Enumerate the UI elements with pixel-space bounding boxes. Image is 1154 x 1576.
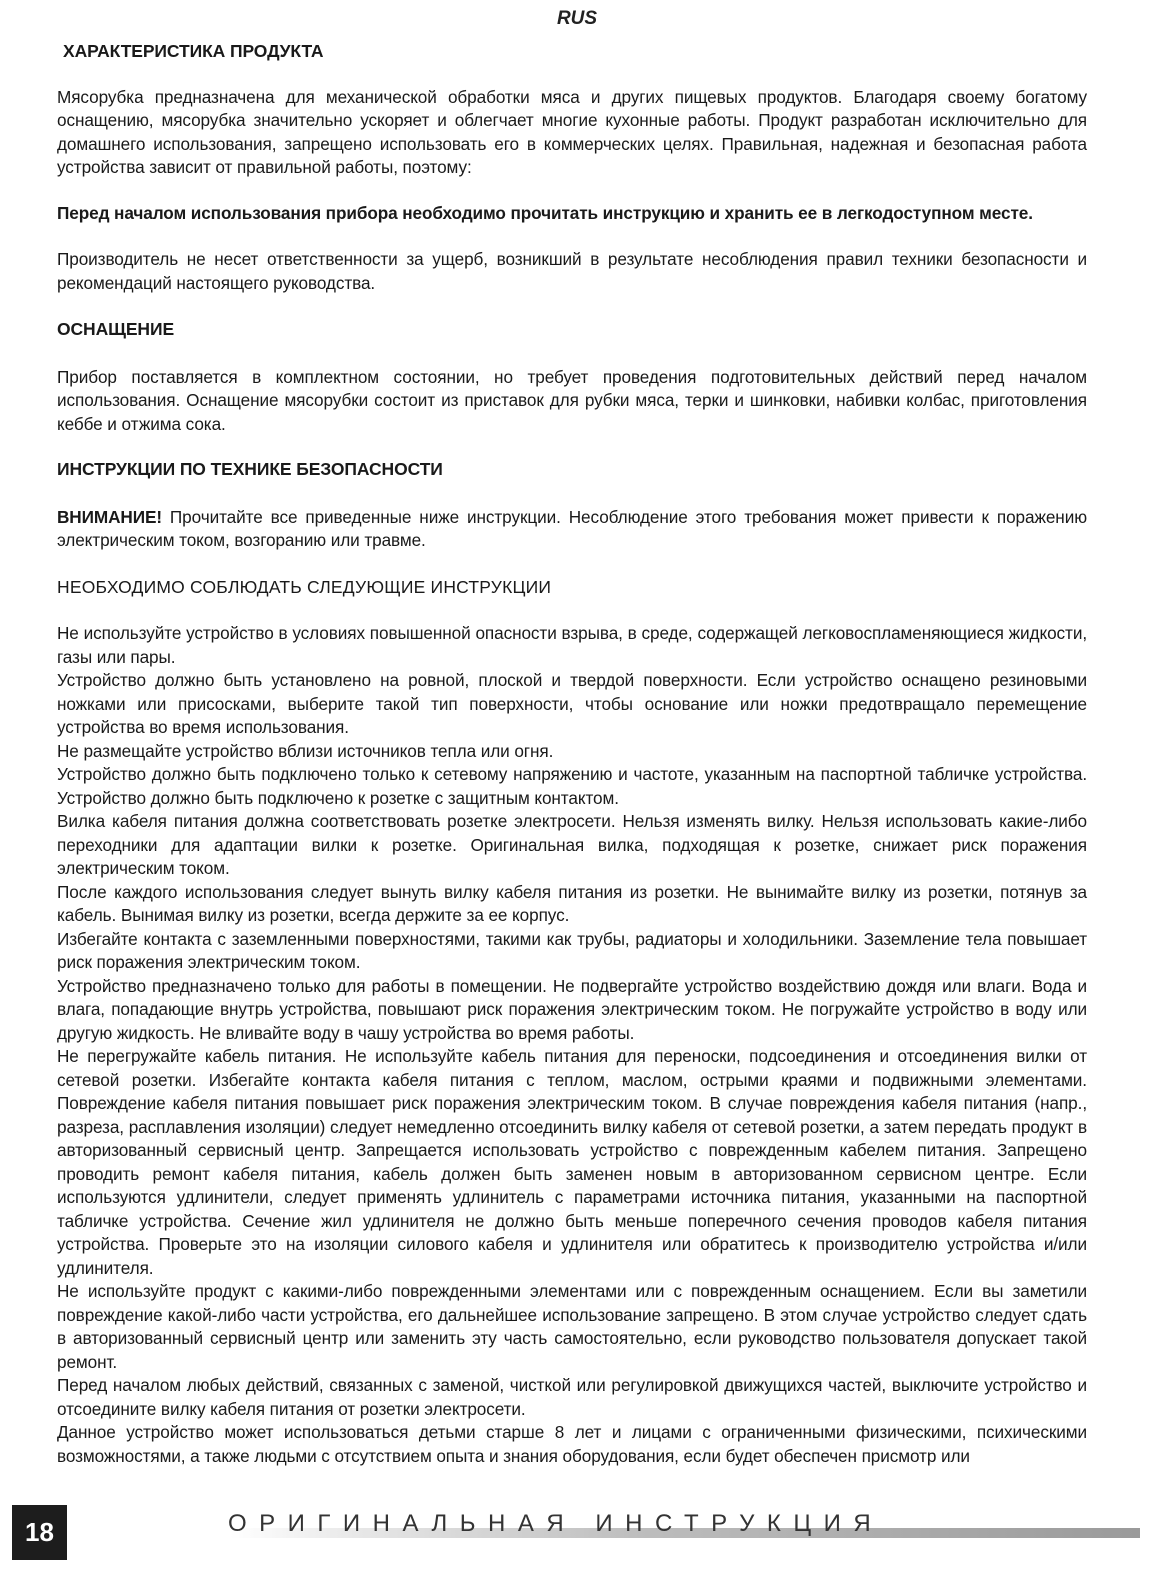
warning-paragraph — [57, 506, 1087, 553]
language-label: RUS — [556, 8, 598, 29]
warning-label: ВНИМАНИЕ! — [57, 506, 162, 527]
warning-text: Прочитайте все приведенные ниже инструкции. Несоблюдение этого требования может привести к поражению электрическим током, возгоранию или травме. — [57, 506, 1087, 550]
footer-title: ОРИГИНАЛЬНАЯ ИНСТРУКЦИЯ — [228, 1510, 884, 1537]
list-item: Данное устройство может использоваться детьми старше 8 лет и лицами с ограниченными физическими, психическими возможностями, а также людьми с отсутствием опыта и знания оборудования, если будет обеспечен присмотр или — [57, 1422, 1087, 1466]
list-item: Не используйте устройство в условиях повышенной опасности взрыва, в среде, содержащей легковоспламеняющиеся жидкости, газы или пары. — [57, 623, 1087, 667]
list-item: После каждого использования следует вынуть вилку кабеля питания из розетки. Не вынимайте вилку из розетки, потянув за кабель. Вынимая вилку из розетки, всегда держите за ее корпус. — [57, 881, 1087, 925]
section-title-product: ХАРАКТЕРИСТИКА ПРОДУКТА — [63, 41, 324, 61]
safety-subtitle: НЕОБХОДИМО СОБЛЮДАТЬ СЛЕДУЮЩИЕ ИНСТРУКЦИИ — [57, 576, 552, 597]
section-title-safety: ИНСТРУКЦИИ ПО ТЕХНИКЕ БЕЗОПАСНОСТИ — [57, 459, 443, 479]
list-item: Вилка кабеля питания должна соответствовать розетке электросети. Нельзя изменять вилку. Нельзя использовать какие-либо переходники для адаптации вилки к розетке. Оригинальная вилка, подходящая к розетке, снижает риск поражения электрическим током. — [57, 811, 1087, 878]
page-content — [57, 40, 1087, 1468]
section-title-equipment: ОСНАЩЕНИЕ — [57, 319, 175, 339]
list-item: Перед началом любых действий, связанных с заменой, чисткой или регулировкой движущихся частей, выключите устройство и отсоедините вилку кабеля питания от розетки электросети. — [57, 1375, 1087, 1419]
page-number: 18 — [12, 1505, 67, 1560]
list-item: Не используйте продукт с какими-либо поврежденными элементами или с поврежденным оснащением. Если вы заметили повреждение какой-либо части устройства, его дальнейшее использование запрещено. В этом случае устройство следует сдать в авторизованный сервисный центр или заменить эту часть самостоятельно, если руководство пользователя допускает такой ремонт. — [57, 1281, 1087, 1372]
list-item: Устройство предназначено только для работы в помещении. Не подвергайте устройство воздействию дождя или влаги. Вода и влага, попадающие внутрь устройства, повышают риск поражения электрическим током. Не погружайте устройство в воду или другую жидкость. Не вливайте воду в чашу устройства во время работы. — [57, 975, 1087, 1043]
safety-list — [57, 622, 1087, 1468]
list-item: Не размещайте устройство вблизи источников тепла или огня. — [57, 740, 554, 761]
list-item: Не перегружайте кабель питания. Не используйте кабель питания для переноски, подсоединения и отсоединения вилки от сетевой розетки. Избегайте контакта кабеля питания с теплом, маслом, острыми краями и подвижными элементами. Повреждение кабеля питания повышает риск поражения электрическим током. В случае повреждения кабеля питания (напр., разреза, расплавления изоляции) следует немедленно отсоединить вилку кабеля от сетевой розетки, а затем передать продукт в авторизованный сервисный центр. Запрещается использовать устройство с поврежденным кабелем питания. Запрещено проводить ремонт кабеля питания, кабель должен быть заменен новым в авторизованном сервисном центре. Если используются удлинители, следует применять удлинитель с параметрами источника питания, указанными на паспортной табличке устройства. Сечение жил удлинителя не должно быть меньше поперечного сечения проводов кабеля питания устройства. Проверьте это на изоляции силового кабеля и удлинителя или обратитесь к производителю устройства и/или удлинителя. — [57, 1046, 1087, 1278]
list-item: Устройство должно быть подключено только к сетевому напряжению и частоте, указанным на паспортной табличке устройства. Устройство должно быть подключено к розетке с защитным контактом. — [57, 764, 1087, 808]
list-item: Избегайте контакта с заземленными поверхностями, такими как трубы, радиаторы и холодильники. Заземление тела повышает риск поражения электрическим током. — [57, 928, 1087, 972]
list-item: Устройство должно быть установлено на ровной, плоской и твердой поверхности. Если устройство оснащено резиновыми ножками или присосками, выберите такой тип поверхности, чтобы основание или ножки предотвращало перемещение устройства во время использования. — [57, 670, 1087, 737]
product-description: Мясорубка предназначена для механической обработки мяса и других пищевых продуктов. Благодаря своему богатому оснащению, мясорубка значительно ускоряет и облегчает многие кухонные работы. Продукт разработан исключительно для домашнего использования, запрещено использовать его в коммерческих целях. Правильная, надежная и безопасная работа устройства зависит от правильной работы, поэтому: — [57, 86, 1087, 177]
read-instructions-note: Перед началом использования прибора необходимо прочитать инструкцию и хранить ее в легкодоступном месте. — [57, 202, 1033, 223]
liability-note: Производитель не несет ответственности за ущерб, возникший в результате несоблюдения правил техники безопасности и рекомендаций настоящего руководства. — [57, 249, 1087, 293]
equipment-description: Прибор поставляется в комплектном состоянии, но требует проведения подготовительных действий перед началом использования. Оснащение мясорубки состоит из приставок для рубки мяса, терки и шинковки, набивки колбас, приготовления кеббе и отжима сока. — [57, 366, 1087, 434]
